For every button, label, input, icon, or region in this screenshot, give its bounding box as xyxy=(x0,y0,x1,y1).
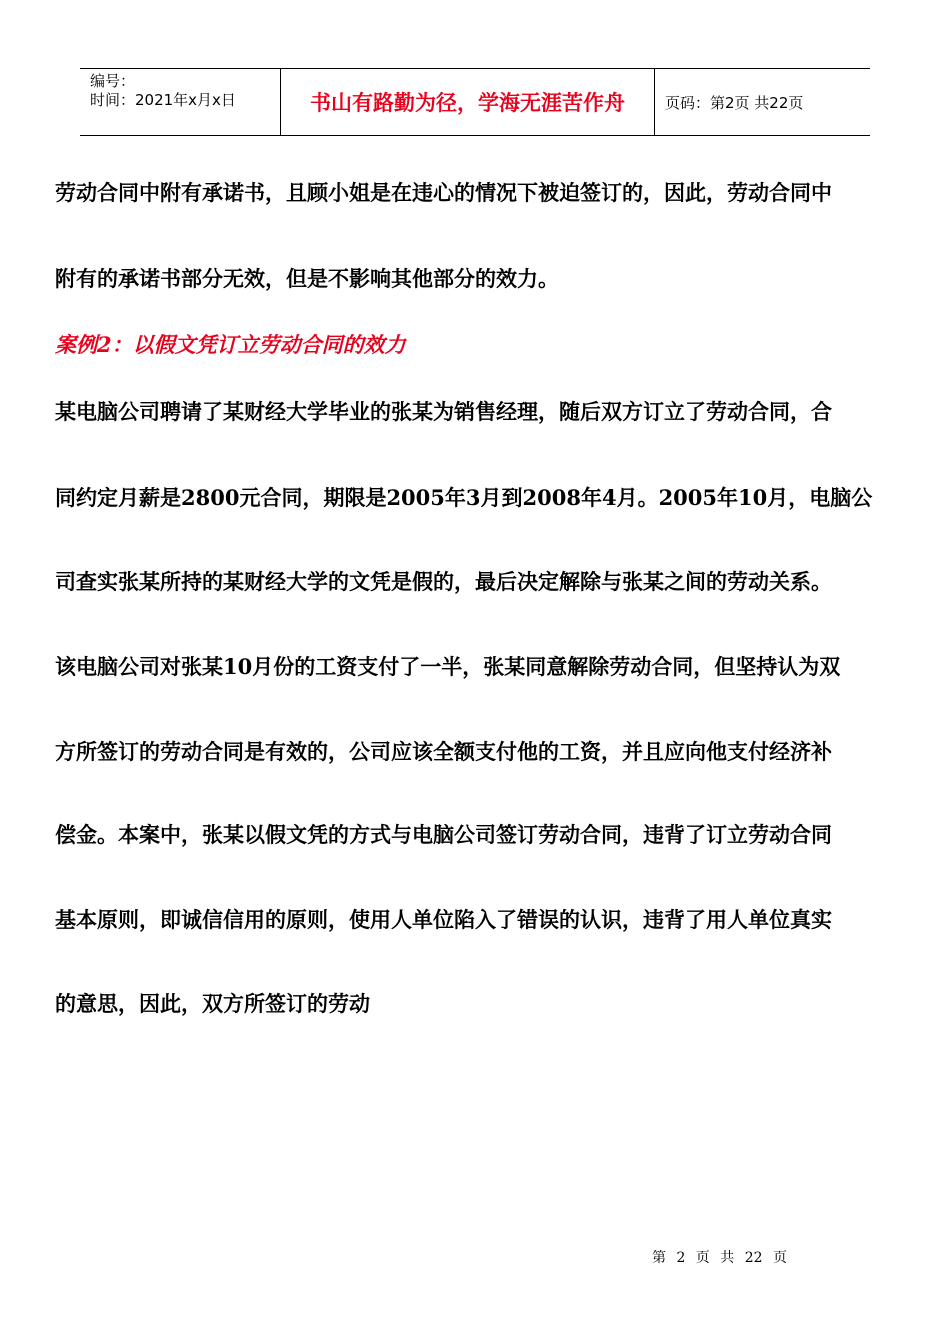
body-line: 偿金。本案中，张某以假文凭的方式与电脑公司签订劳动合同，违背了订立劳动合同 xyxy=(55,822,832,847)
page-footer: 第 2 页 共 22 页 xyxy=(652,1250,787,1266)
document-header xyxy=(80,68,870,136)
body-line: 方所签订的劳动合同是有效的，公司应该全额支付他的工资，并且应向他支付经济补 xyxy=(55,739,832,764)
body-line: 基本原则，即诚信信用的原则，使用人单位陷入了错误的认识，违背了用人单位真实 xyxy=(55,907,832,932)
header-meta-cell xyxy=(80,69,281,135)
section-heading: 案例2：以假文凭订立劳动合同的效力 xyxy=(55,332,406,357)
body-line: 附有的承诺书部分无效，但是不影响其他部分的效力。 xyxy=(55,266,559,291)
date-label: 时间：2021年x月x日 xyxy=(90,91,236,109)
body-line: 劳动合同中附有承诺书，且顾小姐是在违心的情况下被迫签订的，因此，劳动合同中 xyxy=(55,180,832,205)
body-line: 某电脑公司聘请了某财经大学毕业的张某为销售经理，随后双方订立了劳动合同，合 xyxy=(55,399,832,424)
body-line: 的意思，因此，双方所签订的劳动 xyxy=(55,991,370,1016)
header-page-info: 页码：第2页 共22页 xyxy=(665,93,804,112)
number-label: 编号： xyxy=(90,72,136,90)
body-line: 司查实张某所持的某财经大学的文凭是假的，最后决定解除与张某之间的劳动关系。 xyxy=(55,569,832,594)
body-line: 同约定月薪是2800元合同，期限是2005年3月到2008年4月。2005年10月，电脑公 xyxy=(55,485,873,510)
header-motto: 书山有路勤为径，学海无涯苦作舟 xyxy=(281,69,655,135)
body-line: 该电脑公司对张某10月份的工资支付了一半，张某同意解除劳动合同，但坚持认为双 xyxy=(55,654,841,679)
